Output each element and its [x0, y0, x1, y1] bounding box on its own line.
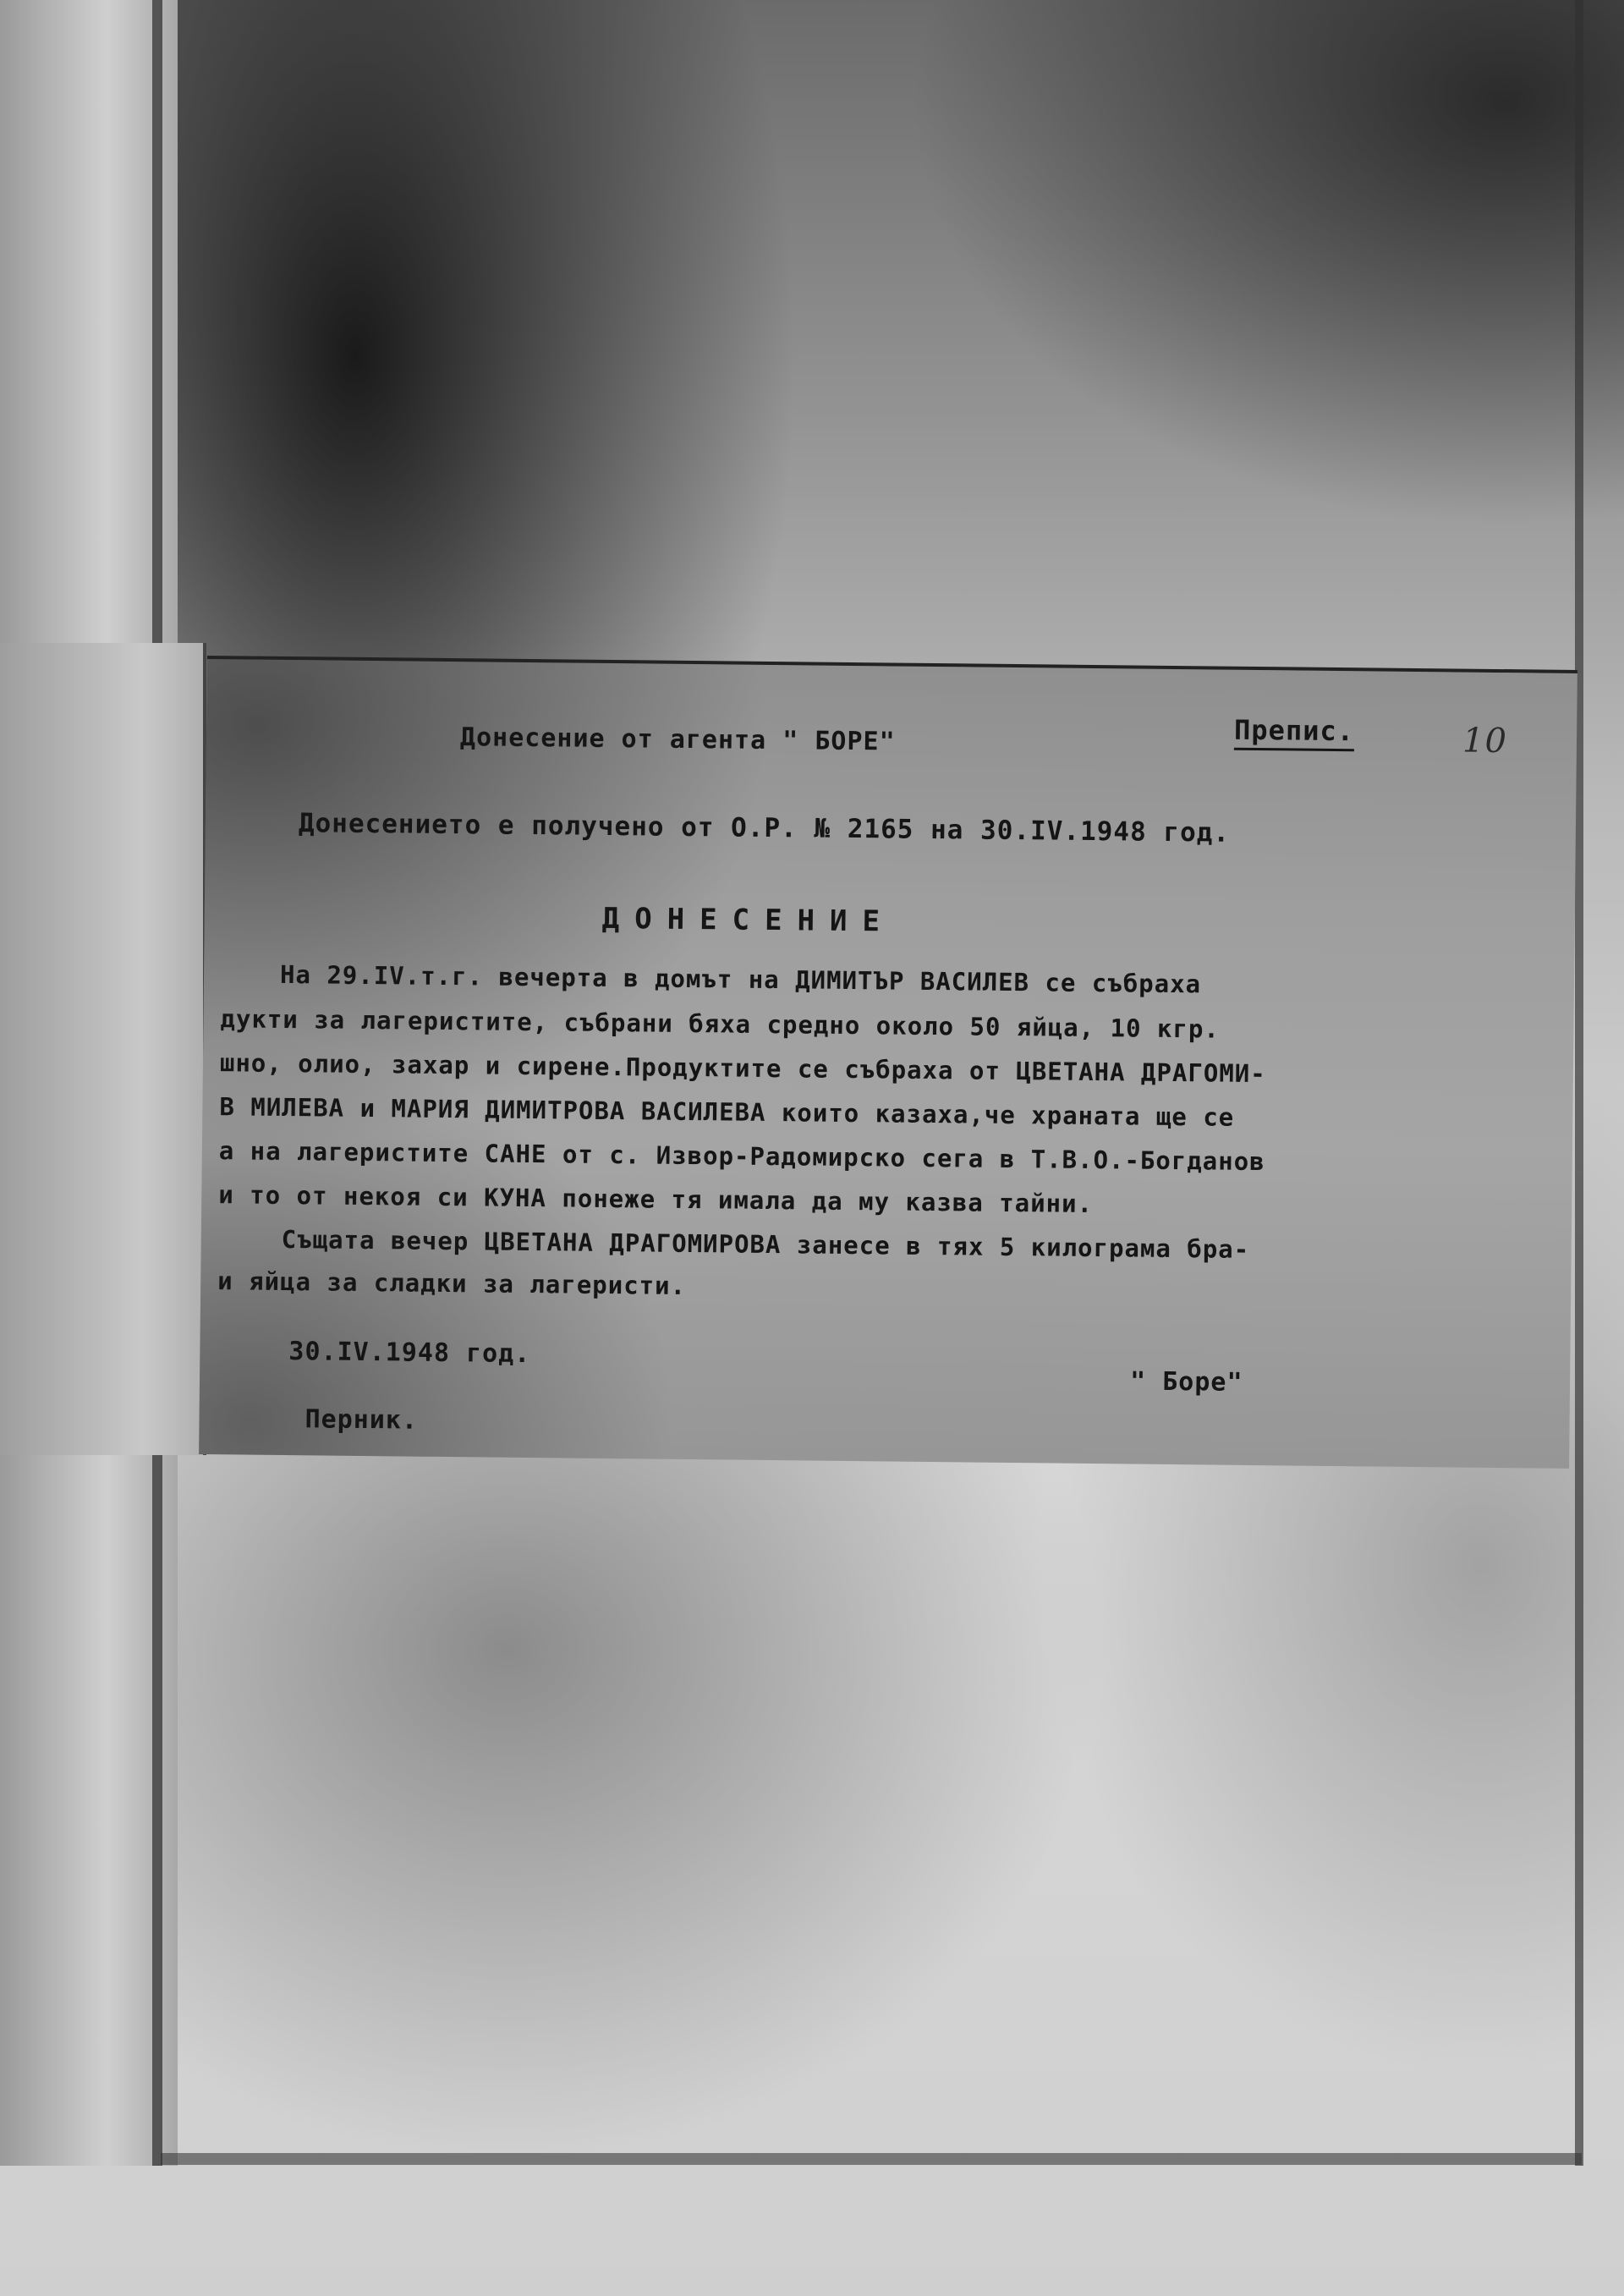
report-date: 30.IV.1948 год. [288, 1337, 531, 1370]
received-line: Донесението е получено от О.Р. № 2165 на 30.IV.1948 год. [298, 808, 1231, 849]
document-heading: ДОНЕСЕНИЕ [601, 901, 896, 939]
body-line: а на лагеристите САНЕ от с. Извор-Радомирско сега в Т.В.О.-Богданов [218, 1136, 1265, 1177]
page-right-edge [1575, 0, 1583, 2166]
page-bottom-edge [161, 2153, 1582, 2165]
body-line: шно, олио, захар и сирене.Продуктите се събраха от ЦВЕТАНА ДРАГОМИ- [219, 1048, 1266, 1089]
handwritten-page-number: 10 [1462, 721, 1508, 761]
copy-stamp: Препис. [1234, 714, 1354, 751]
body-line: Същата вечер ЦВЕТАНА ДРАГОМИРОВА занесе в тях 5 килограма бра- [281, 1224, 1250, 1264]
agent-signature: " Боре" [1129, 1366, 1243, 1398]
body-line: дукти за лагеристите, събрани бяха средно около 50 яйца, 10 кгр. [220, 1004, 1221, 1044]
body-line: В МИЛЕВА и МАРИЯ ДИМИТРОВА ВАСИЛЕВА които казаха,че храната ще се [219, 1092, 1235, 1132]
body-line: и то от некоя си КУНА понеже тя имала да му казва тайни. [218, 1180, 1094, 1218]
paper-strip [0, 643, 206, 1455]
typed-report-slip [199, 656, 1577, 1469]
report-place: Перник. [304, 1404, 419, 1436]
report-title: Донесение от агента " БОРЕ" [459, 722, 896, 757]
body-line: На 29.IV.т.г. вечерта в домът на ДИМИТЪР ВАСИЛЕВ се събраха [279, 959, 1202, 999]
body-line: и яйца за сладки за лагеристи. [217, 1266, 687, 1300]
